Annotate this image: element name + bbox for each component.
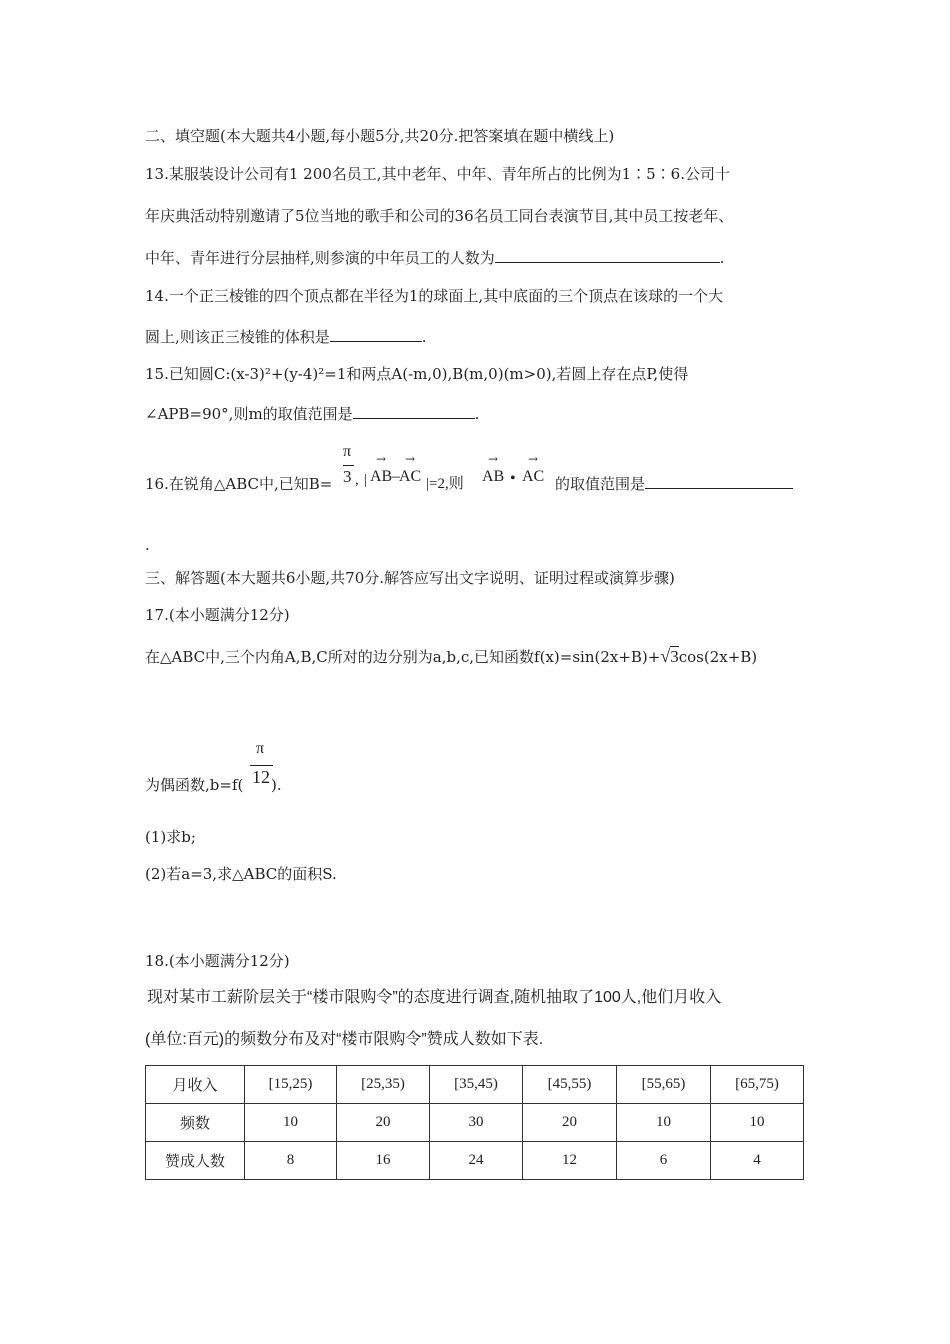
q16-suffix-text: 的取值范围是: [555, 475, 646, 493]
table-cell: [25,35): [337, 1066, 430, 1104]
answer-blank-13[interactable]: [495, 248, 720, 263]
q17-line-1-b: cos(2x+B): [678, 648, 758, 666]
q15-line-1: 15.已知圆C:(x-3)²+(y-4)²=1和两点A(-m,0),B(m,0)(m>0),若圆上存在点P,使得: [145, 365, 689, 383]
q18-line-2: (单位:百元)的频数分布及对“楼市限购令”赞成人数如下表.: [145, 1031, 544, 1048]
q13-line-2: 年庆典活动特别邀请了5位当地的歌手和公司的36名员工同台表演节目,其中员工按老年、: [145, 207, 734, 225]
table-cell: [65,75): [711, 1066, 804, 1104]
table-row: [146, 1104, 804, 1142]
section-2-heading: 二、填空题(本大题共4小题,每小题5分,共20分.把答案填在题中横线上): [145, 127, 615, 145]
q17-part-2: (2)若a=3,求△ABC的面积S.: [145, 865, 337, 883]
q17-part-1: (1)求b;: [145, 828, 196, 846]
table-cell: 10: [617, 1104, 711, 1142]
q13-line-3: [145, 248, 725, 268]
table-cell: 24: [430, 1142, 523, 1180]
q16-minus: –: [392, 468, 400, 485]
vector-arrow-icon: →: [528, 452, 539, 466]
q16-prefix: 16.在锐角△ABC中,已知B=: [145, 475, 333, 493]
table-cell: [55,65): [617, 1066, 711, 1104]
q17-twelve: 12: [252, 767, 270, 787]
q15-line-2: [145, 404, 479, 424]
q16-bar-left: |: [364, 472, 368, 488]
q18-header: 18.(本小题满分12分): [145, 952, 290, 970]
q18-line-1: 现对某市工薪阶层关于“楼市限购令”的态度进行调查,随机抽取了100人,他们月收入: [147, 989, 722, 1006]
table-cell: 8: [245, 1142, 337, 1180]
section-3-heading: 三、解答题(本大题共6小题,共70分.解答应写出文字说明、证明过程或演算步骤): [145, 569, 675, 587]
vector-arrow-icon: →: [405, 452, 416, 466]
table-cell: 10: [245, 1104, 337, 1142]
table-cell: [45,55): [523, 1066, 617, 1104]
answer-blank-15[interactable]: [353, 404, 475, 419]
q17-line-1: [145, 646, 757, 667]
table-cell: 6: [617, 1142, 711, 1180]
q14-line-2-text: 圆上,则该正三棱锥的体积是: [145, 328, 330, 346]
q17-header: 17.(本小题满分12分): [145, 606, 290, 624]
q13-line-3-end: .: [719, 249, 725, 267]
table-cell: 16: [337, 1142, 430, 1180]
q16-ab: AB: [370, 468, 393, 485]
dot-product-icon: •: [510, 470, 516, 487]
table-cell: 30: [430, 1104, 523, 1142]
answer-blank-16[interactable]: [645, 474, 793, 489]
q16-suffix: [555, 474, 793, 494]
q17-line-1-a: 在△ABC中,三个内角A,B,C所对的边分别为a,b,c,已知函数f(x)=sin(2x+B)+: [145, 648, 661, 666]
answer-blank-14[interactable]: [330, 327, 422, 342]
q14-line-1: 14.一个正三棱锥的四个顶点都在半径为1的球面上,其中底面的三个顶点在该球的一个大: [145, 287, 724, 305]
q16-pi: π: [343, 443, 352, 460]
q17-pi: π: [256, 740, 265, 757]
q14-line-2-end: .: [421, 328, 427, 346]
table-cell: 频数: [146, 1104, 245, 1142]
q16-ab-2: AB: [482, 468, 505, 485]
table-cell: [35,45): [430, 1066, 523, 1104]
table-row: [146, 1066, 804, 1104]
vector-arrow-icon: →: [488, 452, 499, 466]
q17-line-2-a: 为偶函数,b=f(: [145, 776, 244, 794]
table-cell: 月收入: [146, 1066, 245, 1104]
q17-sqrt-three: 3: [670, 647, 679, 666]
q16-ac-2: AC: [522, 468, 545, 485]
q16-ac: AC: [399, 468, 422, 485]
sqrt-icon: √: [660, 646, 671, 666]
q16-comma: ,: [355, 472, 359, 488]
q14-line-2: [145, 327, 427, 347]
q16-period: .: [145, 536, 150, 554]
table-cell: 20: [523, 1104, 617, 1142]
income-frequency-table: [145, 1065, 804, 1180]
table-row: [146, 1142, 804, 1180]
q16-equals: |=2,则: [426, 476, 464, 492]
table-cell: 20: [337, 1104, 430, 1142]
q13-line-1: 13.某服装设计公司有1 200名员工,其中老年、中年、青年所占的比例为1∶5∶6.公司十: [145, 165, 730, 183]
vector-arrow-icon: →: [376, 452, 387, 466]
table-cell: 4: [711, 1142, 804, 1180]
table-cell: 12: [523, 1142, 617, 1180]
q15-line-2-text: ∠APB=90°,则m的取值范围是: [145, 405, 353, 423]
q16-fraction-bar: [343, 465, 354, 466]
q17-fraction-bar: [250, 765, 273, 766]
q16-three: 3: [343, 467, 352, 486]
table-cell: [15,25): [245, 1066, 337, 1104]
table-cell: 10: [711, 1104, 804, 1142]
table-cell: 赞成人数: [146, 1142, 245, 1180]
q13-line-3-text: 中年、青年进行分层抽样,则参演的中年员工的人数为: [145, 249, 495, 267]
q17-line-2-b: ).: [271, 776, 282, 794]
q15-line-2-end: .: [474, 405, 480, 423]
